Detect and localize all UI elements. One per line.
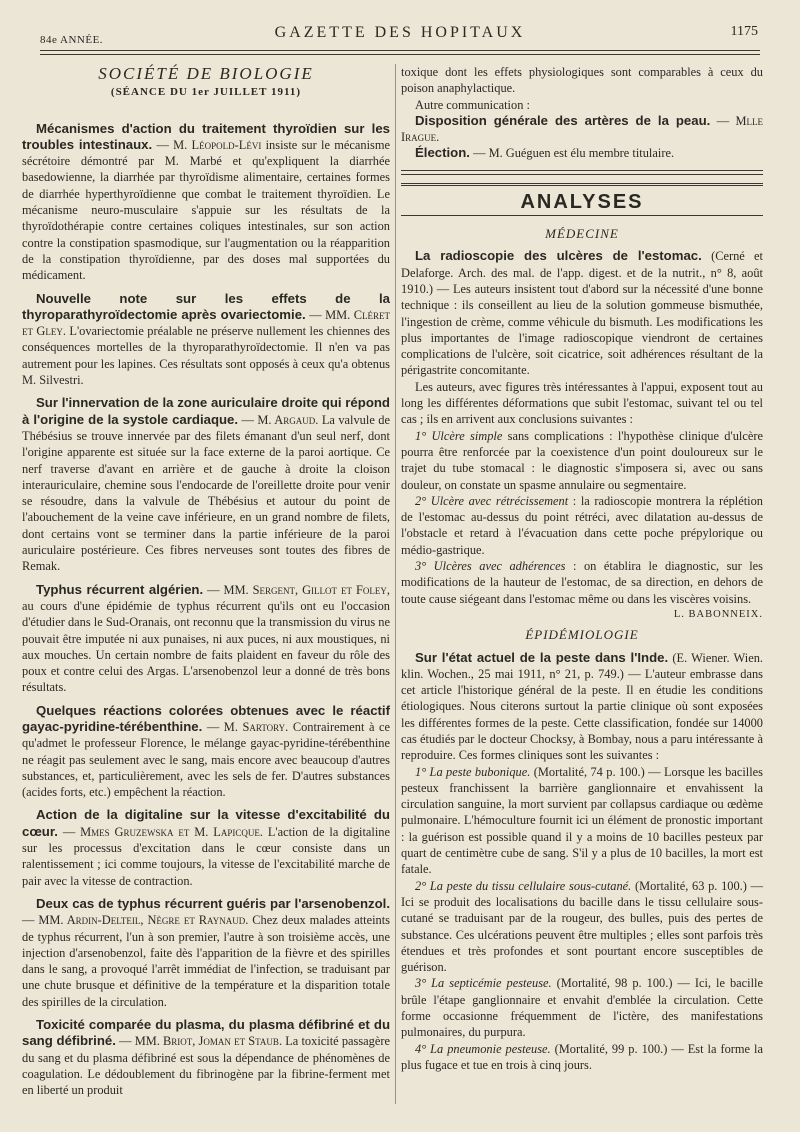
article-body: L'auteur embrasse dans cet article l'historique général de la peste. Il en étudie les conditions étiologiques. Nous citerons surtout la partie clinique où sont exposées les différentes formes de la peste. Cette classification, fondée sur 14000 cas étudiés par le docteur Chocksy, à Bombay, nous a paru intéressante à reproduire. Ces formes cliniques sont les suivantes : xyxy=(401,666,763,763)
article-author: M. Sartory xyxy=(223,719,286,734)
article-author: MM. Briot, Joman et Staub xyxy=(134,1034,279,1049)
article-body: . La valvule de Thébésius se trouve innervée par des filets émanant d'un seul nerf, dont l'origine apparente est située sur la face externe de la paroi aortique. Ce nerf traverse d'avant en arrière et de gauche à droite la cloison interauriculaire, chemine sous l'endocarde de l'oreillette droite pour venir se résoudre, dans la valvule de Thébésius et autour du point de l'abouchement de la veine cave inférieure, en un grand nombre de filets, dont certains vont se terminer dans la partie inférieure de la paroi auriculaire postérieure. Ces fibres nerveuses sont toutes des fibres de Remak. xyxy=(22,412,390,574)
article-paragraph: Les auteurs, avec figures très intéressantes à l'appui, exposent tout au long les différentes déformations que subit l'estomac, suivant tel ou tel cas ; ils en arrivent aux conclusions suivantes : xyxy=(401,379,763,427)
article-body: Les auteurs insistent tout d'abord sur la nécessité d'une bonne technique : ils conseillent au lieu de la solution gommeuse bismuthée, l'ingestion de crème, comme véhicule du bismuth. Les modifications les plus importantes de l'image radioscopique viendront de certaines complications de l'ulcère, soit cicatrice, soit adhérences résultant de la périgastrite concomitante. xyxy=(401,281,763,378)
year-label: 84e ANNÉE. xyxy=(40,34,104,46)
article-author: MM. Sergent, Gillot et Foley xyxy=(223,582,387,597)
item-label: 4° La pneumonie pesteuse. xyxy=(415,1041,551,1056)
article-author: M. Léopold-Lévi xyxy=(173,137,262,152)
article-title: Nouvelle note sur les effets de la thyroparathyroïdectomie après ovariectomie. xyxy=(22,290,390,322)
article-body: . Chez deux malades atteints de typhus récurrent, l'un à son premier, l'autre à son troisième accès, une injection d'arsenobenzol, faite dès l'apparition de la fièvre et des spirilles dans le sang, a provoqué l'arrêt immédiat de l'infection, se traduisant par une chute brusque et définitive de la température et la disparition totale des spirilles de la circulation. xyxy=(22,913,391,1009)
signature: L. BABONNEIX. xyxy=(673,608,763,620)
article: Typhus récurrent algérien. — MM. Sergent, Gillot et Foley, au cours d'une épidémie de typhus récurrent qu'ils ont eu l'occasion d'étudier dans le Sud-Oranais, ont reconnu que la transmission du virus ne pouvait être imputée ni aux punaises, ni aux puces, ni aux moustiques, ni aux mouches. Un certain nombre de faits plaident en faveur du rôle des poux et contre celui des Argas. L'arsenobenzol leur a donné de très bons résultats. xyxy=(22,581,390,695)
election-title: Élection. xyxy=(415,145,470,161)
article-body: . L'ovariectomie préalable ne préserve nullement les chiennes des conséquences mortelles de la thyroparathyroïdectomie. Il n'en va pas autrement pour les lapines. Ces résultats sont opposés à ceux qu'a obtenus M. Silvestri. xyxy=(22,324,390,388)
column-divider xyxy=(395,64,396,1104)
article: Mécanismes d'action du traitement thyroïdien sur les troubles intestinaux. — M. Léopold-Lévi insiste sur le mécanisme sécrétoire démontré par M. Marbé et qu'expliquent la diarrhée basedowienne, la diarrhée par thyroïdisme alimentaire, certaines formes de diarrhée hyperthyroïdienne que combat le traitement thyroïdien. Le mécanisme neuro-musculaire s'appuie sur les résultats de la thyroïdothérapie contre certaines coliques intestinales, sur son action contre la constipation spasmodique, sur l'augmentation ou la réapparition de la constipation thyroïdienne, par des doses mal supportées du médicament. xyxy=(22,120,390,283)
election-text: M. Guéguen est élu membre titulaire. xyxy=(488,146,675,161)
item-text: (Mortalité, 98 p. 100.) — Ici, le bacille brûle l'étape ganglionnaire et envahit d'emblée la circulation. Cette forme occasionne fréquemment de l'ictère, des manifestations pulmonaires, du purpura. xyxy=(401,976,763,1040)
item-text: (Mortalité, 99 p. 100.) — Est la forme la plus fugace et tue en trois à cinq jours. xyxy=(401,1041,763,1072)
item-text: (Mortalité, 74 p. 100.) — Lorsque les bacilles pesteux franchissent la barrière ganglionnaire et envahissent la circulation sanguine, la mort survient par collapsus cardiaque ou œdème pulmonaire. L'hémoculture fournit ici un élément de pronostic important : la guérison est possible quand il y a moins de 10 bacilles pesteux par quart de centimètre cube de sang. S'il y a plus de 10 bacilles, la mort est fatale. xyxy=(401,764,763,877)
seance-date: (SÉANCE DU 1er JUILLET 1911) xyxy=(110,86,302,99)
right-column: toxique dont les effets physiologiques sont comparables à ceux du poison anaphylactique. Autre communication : Disposition générale des artères de la peau. — Mlle Irague. Élection. — M. Guéguen est élu membre titulaire. ANALYSES MÉDECINE La radioscopie des ulcères de l'estomac. (Cerné et Delaforge. Arch. des mal. de l'app. digest. et de la nutrit., n° 8, août 1910.) — Les auteurs insistent tout d'abord sur la nécessité d'une bonne technique : ils conseillent au lieu de la solution gommeuse bismuthée, l'ingestion de crème, comme véhicule du bismuth. Les modifications les plus importantes de l'image radioscopique viendront de certaines complications de l'ulcère, soit cicatrice, soit adhérences résultant de la périgastrite concomitante. Les auteurs, avec figures très intéressantes à l'appui, exposent tout au long les différentes déformations que subit l'estomac, suivant tel ou tel cas ; ils en arrivent aux conclusions suivantes : 1° Ulcère simple sans complications : l'hypothèse clinique d'ulcère pourra être renforcée par la coexistence d'un point douloureux sur le trajet du tube stomacal : le diagnostic s'imposera si, avec ou sans douleur, on constate un spasme annulaire ou segmentaire. 2° Ulcère avec rétrécissement : la radioscopie montrera la réplétion de l'estomac au-dessus du point rétréci, avec dilatation au-dessus de l'obstacle et retard à l'évacuation dans cette poche prépylorique ou médio-gastrique. 3° Ulcères avec adhérences : on établira le diagnostic, sur les modifications de la hauteur de l'estomac, de sa direction, en dehors de toute cause siégeant dans l'estomac même ou dans les viscères voisins. L. BABONNEIX. ÉPIDÉMIOLOGIE Sur l'état actuel de la peste dans l'Inde. (E. Wiener. Wien. klin. Wochen., 25 mai 1911, n° 21, p. 749.) — L'auteur embrasse dans cet article l'historique général de la peste. Il en étudie les conditions étiologiques. Nous citerons surtout la partie clinique où sont exposées les différentes formes de la peste. Cette classification, fondée sur 14000 cas étudiés par le docteur Chocksy, à Bombay, nous a paru intéressante à reproduire. Ces formes cliniques sont les suivantes : 1° La peste bubonique. (Mortalité, 74 p. 100.) — Lorsque les bacilles pesteux franchissent la barrière ganglionnaire et envahissent la circulation sanguine, la mort survient par collapsus cardiaque ou œdème pulmonaire. L'hémoculture fournit ici un élément de pronostic important : la guérison est possible quand il y a moins de 10 bacilles pesteux par quart de centimètre cube de sang. S'il y a plus de 10 bacilles, la mort est fatale. 2° La peste du tissu cellulaire sous-cutané. (Mortalité, 63 p. 100.) — Ici se produit des localisations du bacille dans le tissu cellulaire sous-cutané se traduisant par de la rougeur, des bulles, puis des pertes de substance. Ces ulcérations peuvent être multiples ; elles sont parfois très étendues et très profondes et sont pourtant encore susceptibles de guérison. 3° La septicémie pesteuse. (Mortalité, 98 p. 100.) — Ici, le bacille brûle l'étape ganglionnaire et envahit d'emblée la circulation. Cette forme occasionne fréquemment de l'ictère, des manifestations pulmonaires, du purpura. 4° La pneumonie pesteuse. (Mortalité, 99 p. 100.) — Est la forme la plus fugace et tue en trois à cinq jours. xyxy=(401,65,763,1072)
article-author: MM. Cléret et Gley xyxy=(22,307,390,339)
article-author: MM. Ardin-Delteil, Nègre et Raynaud xyxy=(38,913,246,928)
article-title: Mécanismes d'action du traitement thyroïdien sur les troubles intestinaux. xyxy=(22,120,390,152)
disposition-author: Mlle Irague. xyxy=(401,113,763,145)
item-label: 2° La peste du tissu cellulaire sous-cutané. xyxy=(415,878,632,893)
article: Nouvelle note sur les effets de la thyroparathyroïdectomie après ovariectomie. — MM. Cléret et Gley. L'ovariectomie préalable ne préserve nullement les chiennes des conséquences mortelles de la thyroparathyroïdectomie. Il n'en va pas autrement pour les lapines. Ces résultats sont opposés à ceux qu'a obtenus M. Silvestri. xyxy=(22,290,390,388)
rubric-medecine: MÉDECINE xyxy=(545,226,619,242)
article-title: Deux cas de typhus récurrent guéris par l'arsenobenzol. xyxy=(36,895,390,911)
article-title: La radioscopie des ulcères de l'estomac. xyxy=(415,248,702,264)
page-header xyxy=(0,0,800,60)
article-title: Sur l'innervation de la zone auriculaire droite qui répond à l'origine de la systole cardiaque. xyxy=(22,395,390,427)
item-text: : la radioscopie montrera la réplétion de l'estomac au-dessus du point rétréci, avec dilatation au-dessus de l'obstacle et retard à l'évacuation dans cette poche prépylorique ou médio-gastrique. xyxy=(401,493,763,557)
analyses-heading: ANALYSES xyxy=(401,183,763,216)
article-title: Typhus récurrent algérien. xyxy=(36,581,204,597)
article-body: , au cours d'une épidémie de typhus récurrent qu'ils ont eu l'occasion d'étudier dans le Sud-Oranais, ont reconnu que la transmission du virus ne pouvait être imputée ni aux punaises, ni aux puces, ni aux moustiques, ni aux mouches. Un certain nombre de faits plaident en faveur du rôle des poux et contre celui des Argas. L'arsenobenzol leur a donné de très bons résultats. xyxy=(22,582,390,695)
continuation-text: toxique dont les effets physiologiques sont comparables à ceux du poison anaphylactique. xyxy=(401,65,763,96)
disposition-title: Disposition générale des artères de la peau. xyxy=(415,112,711,128)
item-text: (Mortalité, 63 p. 100.) — Ici se produit des localisations du bacille dans le tissu cellulaire sous-cutané se traduisant par de la rougeur, des bulles, puis des pertes de substance. Ces ulcérations peuvent être multiples ; elles sont parfois très étendues et très profondes et sont pourtant encore susceptibles de guérison. xyxy=(401,878,763,975)
header-rule xyxy=(40,50,760,55)
journal-title: GAZETTE DES HOPITAUX xyxy=(274,24,526,41)
article-title: Toxicité comparée du plasma, du plasma défibriné et du sang défibriné. xyxy=(22,1017,390,1049)
item-label: 2° Ulcère avec rétrécissement xyxy=(415,493,569,508)
article-author: M. Argaud xyxy=(257,412,316,427)
item-label: 3° La septicémie pesteuse. xyxy=(415,976,552,991)
article: Quelques réactions colorées obtenues avec le réactif gayac-pyridine-térébenthine. — M. Sartory. Contrairement à ce qu'admet le professeur Florence, le mélange gayac-pyridine-térébenthine ne réagit pas seulement avec le sang, mais encore avec beaucoup d'autres substances, et, particulièrement, avec les sels de fer. D'autres substances (acides forts, etc.) empêchent la réaction. xyxy=(22,702,390,800)
item-text: sans complications : l'hypothèse clinique d'ulcère pourra être renforcée par la coexistence d'un point douloureux sur le trajet du tube stomacal : le diagnostic s'imposera si, avec ou sans douleur, on constate un spasme annulaire ou segmentaire. xyxy=(401,428,763,492)
article-reference: (E. Wiener. Wien. klin. Wochen., 25 mai 1911, n° 21, p. 749.) xyxy=(401,650,763,681)
article-body: . La toxicité passagère du sang et du plasma défibriné est sous la dépendance de phénomènes de coagulation. Le dédoublement du fibrinogène par la fibrine-ferment met en liberté un produit xyxy=(22,1034,390,1098)
section-rule xyxy=(401,170,763,175)
item-label: 1° La peste bubonique. xyxy=(415,764,531,779)
item-label: 3° Ulcères avec adhérences xyxy=(415,559,566,574)
page-number: 1175 xyxy=(730,24,758,39)
article-body: . L'action de la digitaline sur les processus d'excitation dans le cœur consiste dans un ralentissement ; ici comme toujours, la vitesse de l'excitabilité marche de pair avec la vitesse de contraction. xyxy=(22,824,391,888)
item-label: 1° Ulcère simple xyxy=(415,428,503,443)
article-title: Action de la digitaline sur la vitesse d'excitabilité du cœur. xyxy=(22,807,390,839)
article-title: Sur l'état actuel de la peste dans l'Inde. xyxy=(415,649,669,665)
left-column xyxy=(22,64,390,1106)
article: Action de la digitaline sur la vitesse d'excitabilité du cœur. — Mmes Gruzewska et M. Lapicque. L'action de la digitaline sur les processus d'excitation dans le cœur consiste dans un ralentissement ; ici comme toujours, la vitesse de l'excitabilité marche de pair avec la vitesse de contraction. xyxy=(22,807,391,888)
item-text: : on établira le diagnostic, sur les modifications de la hauteur de l'estomac, de sa direction, en dehors de toute cause siégeant dans l'estomac même ou dans les viscères voisins. xyxy=(401,559,763,606)
article-author: Mmes Gruzewska et M. Lapicque xyxy=(80,824,260,839)
other-communication: Autre communication : xyxy=(415,97,530,112)
article: Toxicité comparée du plasma, du plasma défibriné et du sang défibriné. — MM. Briot, Joman et Staub. La toxicité passagère du sang et du plasma défibriné est sous la dépendance de phénomènes de coagulation. Le dédoublement du fibrinogène par la fibrine-ferment met en liberté un produit xyxy=(22,1017,390,1098)
rubric-epidemiologie: ÉPIDÉMIOLOGIE xyxy=(525,627,639,643)
article-reference: (Cerné et Delaforge. Arch. des mal. de l'app. digest. et de la nutrit., n° 8, août 1910.) xyxy=(401,249,763,296)
section-title: SOCIÉTÉ DE BIOLOGIE xyxy=(98,64,314,83)
article-body: . Contrairement à ce qu'admet le professeur Florence, le mélange gayac-pyridine-térébenthine ne réagit pas seulement avec le sang, mais encore avec beaucoup d'autres substances, et, particulièrement, avec les sels de fer. D'autres substances (acides forts, etc.) empêchent la réaction. xyxy=(22,719,390,800)
article: Deux cas de typhus récurrent guéris par l'arsenobenzol. — MM. Ardin-Delteil, Nègre et Raynaud. Chez deux malades atteints de typhus récurrent, l'un à son premier, l'autre à son troisième accès, une injection d'arsenobenzol, faite dès l'apparition de la fièvre et des spirilles dans le sang, a provoqué l'arrêt immédiat de l'infection, se traduisant par une chute brusque et définitive de la température et la disparition totale des spirilles de la circulation. xyxy=(22,895,391,1009)
article-title: Quelques réactions colorées obtenues avec le réactif gayac-pyridine-térébenthine. xyxy=(22,702,390,734)
article-body: insiste sur le mécanisme sécrétoire démontré par M. Marbé et qu'expliquent la diarrhée basedowienne, la diarrhée par thyroïdisme alimentaire, certaines formes de diarrhée hyperthyroïdienne que combat le traitement thyroïdien. Le mécanisme neuro-musculaire s'appuie sur les résultats de la thyroïdothérapie contre certaines coliques intestinales, sur son action contre la constipation spasmodique, sur l'augmentation ou la réapparition de la constipation thyroïdienne, par des doses mal supportées du médicament. xyxy=(22,137,390,283)
article: Sur l'innervation de la zone auriculaire droite qui répond à l'origine de la systole cardiaque. — M. Argaud. La valvule de Thébésius se trouve innervée par des filets émanant d'un seul nerf, dont l'origine apparente est située sur la face externe de la paroi aortique. Ce nerf traverse d'avant en arrière et de gauche à droite la cloison interauriculaire, chemine sous l'endocarde de l'oreillette droite pour venir se résoudre, dans la valvule de Thébésius et autour du point de l'abouchement de la veine cave inférieure, en un grand nombre de filets, dont certains vont se terminer dans la partie inférieure de la paroi auriculaire postérieure. Ces fibres nerveuses sont toutes des fibres de Remak. xyxy=(22,395,390,574)
